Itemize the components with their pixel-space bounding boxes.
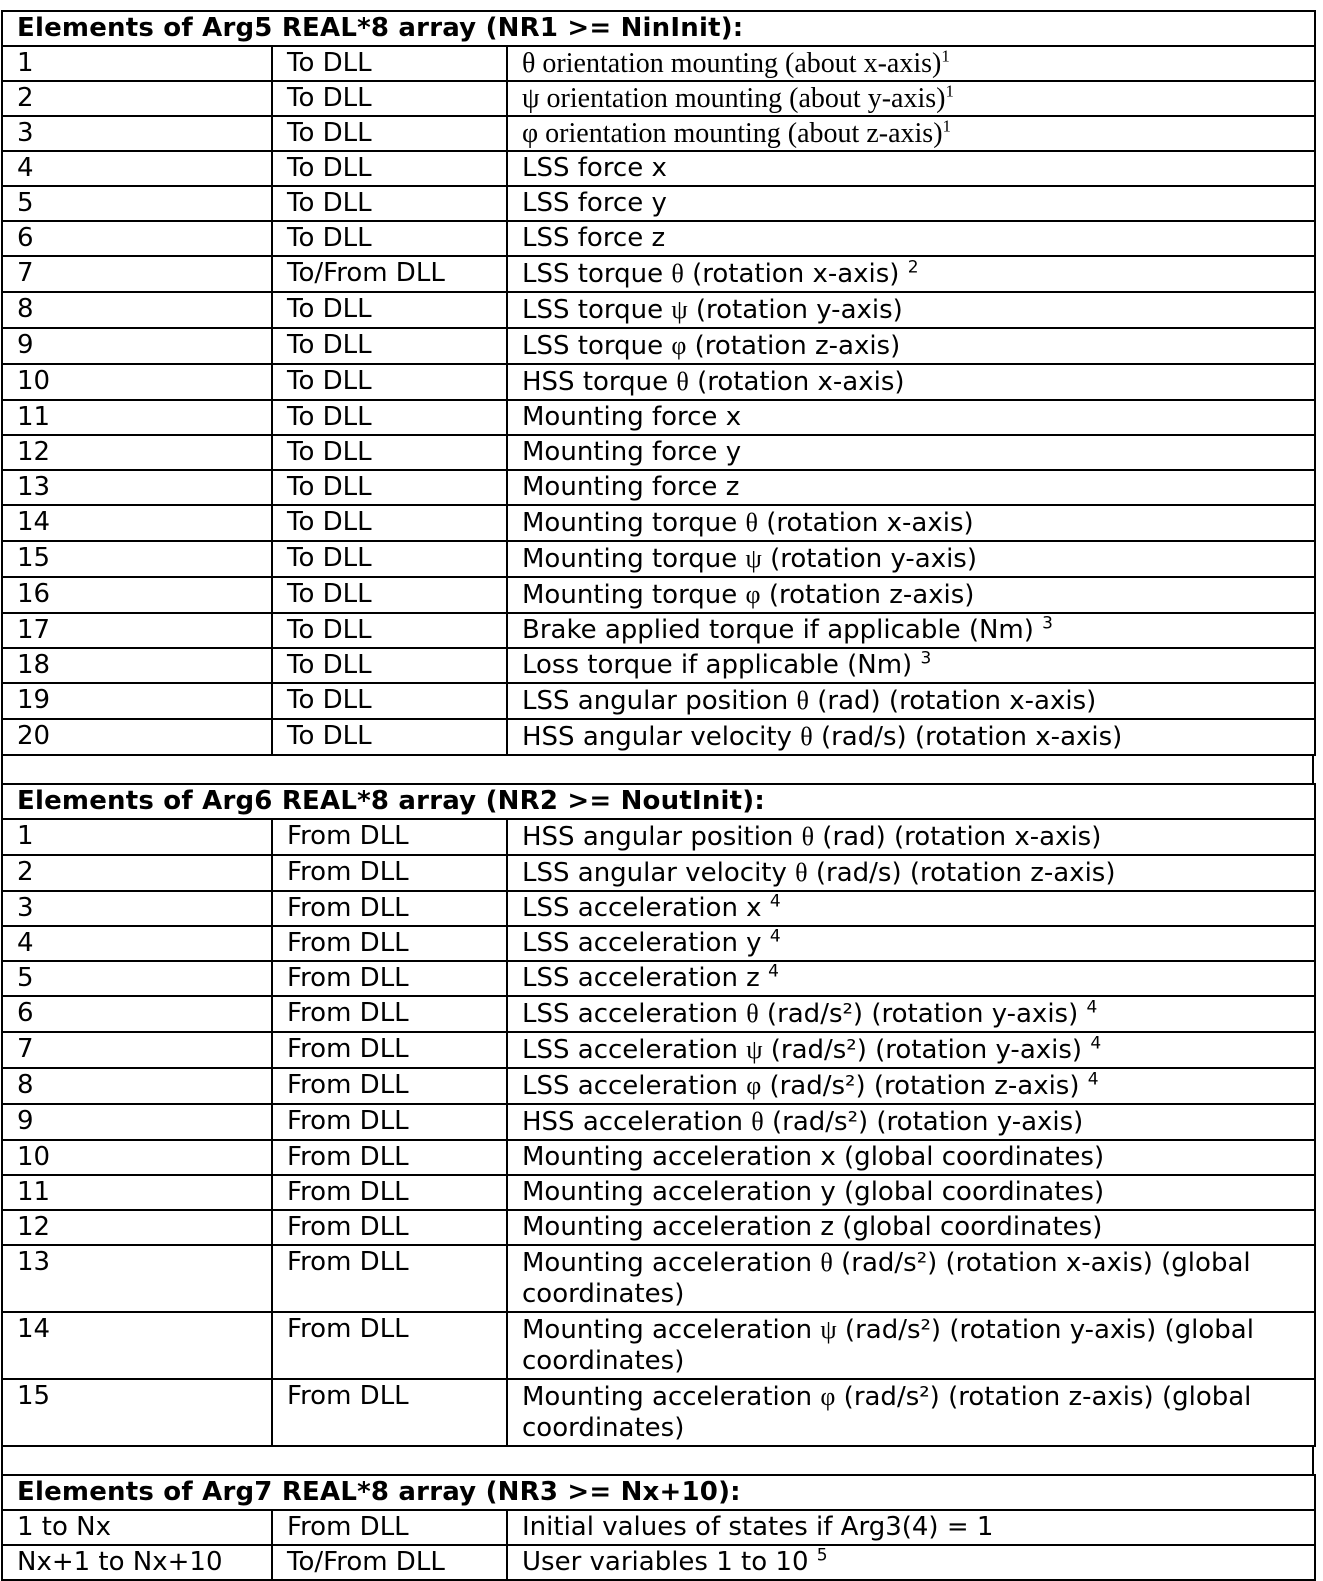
row-direction: From DLL bbox=[272, 1510, 507, 1545]
row-description: LSS torque φ (rotation z-axis) bbox=[507, 328, 1315, 364]
row-description: Mounting acceleration φ (rad/s²) (rotation z-axis) (global coordinates) bbox=[507, 1379, 1315, 1446]
row-description: LSS angular position θ (rad) (rotation x-axis) bbox=[507, 683, 1315, 719]
table-row bbox=[2, 1210, 1315, 1245]
row-description: Mounting acceleration z (global coordinates) bbox=[507, 1210, 1315, 1245]
greek-symbol: ψ bbox=[671, 295, 688, 324]
row-direction: To DLL bbox=[272, 400, 507, 435]
row-description: LSS acceleration x $^4$ bbox=[507, 891, 1315, 926]
footnote-ref: 4 bbox=[1087, 1069, 1099, 1090]
row-index: 14 bbox=[2, 1312, 272, 1379]
row-direction: To DLL bbox=[272, 364, 507, 400]
row-direction: To DLL bbox=[272, 292, 507, 328]
table-row bbox=[2, 292, 1315, 328]
table-row bbox=[2, 891, 1315, 926]
row-index: 1 to Nx bbox=[2, 1510, 272, 1545]
row-direction: To DLL bbox=[272, 648, 507, 683]
table-row bbox=[2, 435, 1315, 470]
row-description: LSS force z bbox=[507, 221, 1315, 256]
footnote-ref: 4 bbox=[769, 891, 781, 912]
row-direction: To DLL bbox=[272, 613, 507, 648]
table-row bbox=[2, 1032, 1315, 1068]
greek-symbol: ψ bbox=[746, 1035, 763, 1064]
row-direction: From DLL bbox=[272, 1175, 507, 1210]
table-row bbox=[2, 613, 1315, 648]
table-row bbox=[2, 186, 1315, 221]
row-index: 15 bbox=[2, 1379, 272, 1446]
greek-symbol: ψ bbox=[745, 544, 762, 573]
row-description: LSS acceleration z $^4$ bbox=[507, 961, 1315, 996]
table-row bbox=[2, 505, 1315, 541]
table-title: Elements of Arg7 REAL*8 array (NR3 >= Nx+10): bbox=[2, 1475, 1315, 1510]
table-row bbox=[2, 1175, 1315, 1210]
row-index: 19 bbox=[2, 683, 272, 719]
footnote-ref: 5 bbox=[816, 1545, 828, 1566]
document bbox=[1, 10, 1314, 1581]
table-row bbox=[2, 1379, 1315, 1446]
footnote-ref: 4 bbox=[1086, 997, 1098, 1018]
table-row bbox=[2, 541, 1315, 577]
row-index: 16 bbox=[2, 577, 272, 613]
row-direction: From DLL bbox=[272, 926, 507, 961]
row-direction: To DLL bbox=[272, 328, 507, 364]
table-row bbox=[2, 400, 1315, 435]
row-direction: From DLL bbox=[272, 855, 507, 891]
greek-symbol: φ bbox=[745, 580, 761, 609]
greek-symbol: ψ bbox=[522, 83, 540, 114]
row-direction: From DLL bbox=[272, 1210, 507, 1245]
row-direction: From DLL bbox=[272, 1104, 507, 1140]
row-direction: To DLL bbox=[272, 46, 507, 81]
table-row bbox=[2, 1140, 1315, 1175]
table-row bbox=[2, 926, 1315, 961]
arg6-table bbox=[1, 783, 1316, 1447]
table-row bbox=[2, 648, 1315, 683]
table-row bbox=[2, 1510, 1315, 1545]
table-row bbox=[2, 1545, 1315, 1580]
row-direction: To DLL bbox=[272, 683, 507, 719]
row-description: Loss torque if applicable (Nm) $^3$ bbox=[507, 648, 1315, 683]
row-description: Mounting force x bbox=[507, 400, 1315, 435]
row-direction: To DLL bbox=[272, 577, 507, 613]
footnote-ref: 2 bbox=[907, 257, 919, 278]
row-description: Mounting torque θ (rotation x-axis) bbox=[507, 505, 1315, 541]
table-row bbox=[2, 364, 1315, 400]
arg7-table bbox=[1, 1474, 1316, 1581]
arg7-title-row bbox=[2, 1475, 1315, 1510]
row-index: 17 bbox=[2, 613, 272, 648]
row-description: LSS torque θ (rotation x-axis) $^2$ bbox=[507, 256, 1315, 292]
row-index: 4 bbox=[2, 926, 272, 961]
footnote-ref: 4 bbox=[769, 926, 781, 947]
table-title: Elements of Arg6 REAL*8 array (NR2 >= NoutInit): bbox=[2, 784, 1315, 819]
table-row bbox=[2, 996, 1315, 1032]
row-description: Mounting force y bbox=[507, 435, 1315, 470]
row-description: LSS acceleration y $^4$ bbox=[507, 926, 1315, 961]
table-row bbox=[2, 151, 1315, 186]
row-description: Mounting acceleration x (global coordinates) bbox=[507, 1140, 1315, 1175]
row-index: 3 bbox=[2, 116, 272, 151]
row-index: 8 bbox=[2, 292, 272, 328]
table-row bbox=[2, 116, 1315, 151]
row-description: φ orientation mounting (about z-axis)$^1$ bbox=[507, 116, 1315, 151]
greek-symbol: θ bbox=[751, 1107, 764, 1136]
row-index: 20 bbox=[2, 719, 272, 755]
table-row bbox=[2, 46, 1315, 81]
row-direction: To DLL bbox=[272, 719, 507, 755]
row-direction: To DLL bbox=[272, 186, 507, 221]
row-index: 12 bbox=[2, 1210, 272, 1245]
row-index: 5 bbox=[2, 186, 272, 221]
row-description: Mounting acceleration θ (rad/s²) (rotation x-axis) (global coordinates) bbox=[507, 1245, 1315, 1312]
greek-symbol: φ bbox=[746, 1071, 762, 1100]
arg5-title-row bbox=[2, 11, 1315, 46]
row-index: 2 bbox=[2, 81, 272, 116]
row-description: Mounting force z bbox=[507, 470, 1315, 505]
row-index: 12 bbox=[2, 435, 272, 470]
row-index: 13 bbox=[2, 470, 272, 505]
greek-symbol: θ bbox=[676, 367, 689, 396]
row-index: 6 bbox=[2, 996, 272, 1032]
row-direction: To DLL bbox=[272, 81, 507, 116]
table-row bbox=[2, 1312, 1315, 1379]
row-direction: From DLL bbox=[272, 891, 507, 926]
greek-symbol: θ bbox=[795, 858, 808, 887]
greek-symbol: θ bbox=[820, 1248, 833, 1277]
table-title: Elements of Arg5 REAL*8 array (NR1 >= NinInit): bbox=[2, 11, 1315, 46]
table-row bbox=[2, 855, 1315, 891]
row-direction: From DLL bbox=[272, 1379, 507, 1446]
row-description: Mounting torque ψ (rotation y-axis) bbox=[507, 541, 1315, 577]
row-index: Nx+1 to Nx+10 bbox=[2, 1545, 272, 1580]
table-row bbox=[2, 221, 1315, 256]
row-direction: From DLL bbox=[272, 1245, 507, 1312]
row-direction: From DLL bbox=[272, 1312, 507, 1379]
table-gap bbox=[1, 1447, 1314, 1474]
greek-symbol: θ bbox=[800, 722, 813, 751]
row-index: 9 bbox=[2, 328, 272, 364]
row-index: 3 bbox=[2, 891, 272, 926]
row-direction: From DLL bbox=[272, 961, 507, 996]
greek-symbol: φ bbox=[671, 331, 687, 360]
table-row bbox=[2, 961, 1315, 996]
row-direction: To DLL bbox=[272, 116, 507, 151]
greek-symbol: φ bbox=[820, 1382, 836, 1411]
row-index: 11 bbox=[2, 1175, 272, 1210]
row-index: 9 bbox=[2, 1104, 272, 1140]
row-direction: From DLL bbox=[272, 1068, 507, 1104]
footnote-ref: 1 bbox=[941, 46, 950, 66]
row-index: 10 bbox=[2, 1140, 272, 1175]
row-direction: To DLL bbox=[272, 470, 507, 505]
row-direction: To DLL bbox=[272, 221, 507, 256]
row-index: 2 bbox=[2, 855, 272, 891]
row-direction: To DLL bbox=[272, 541, 507, 577]
row-index: 6 bbox=[2, 221, 272, 256]
footnote-ref: 1 bbox=[945, 81, 954, 101]
arg5-table bbox=[1, 10, 1316, 756]
row-index: 7 bbox=[2, 1032, 272, 1068]
greek-symbol: θ bbox=[671, 259, 684, 288]
row-index: 4 bbox=[2, 151, 272, 186]
row-direction: From DLL bbox=[272, 1032, 507, 1068]
row-description: HSS angular velocity θ (rad/s) (rotation x-axis) bbox=[507, 719, 1315, 755]
table-row bbox=[2, 577, 1315, 613]
table-row bbox=[2, 81, 1315, 116]
table-row bbox=[2, 1068, 1315, 1104]
row-description: LSS force y bbox=[507, 186, 1315, 221]
table-row bbox=[2, 470, 1315, 505]
row-description: LSS acceleration ψ (rad/s²) (rotation y-axis) $^4$ bbox=[507, 1032, 1315, 1068]
row-direction: To DLL bbox=[272, 151, 507, 186]
row-direction: From DLL bbox=[272, 996, 507, 1032]
row-index: 15 bbox=[2, 541, 272, 577]
footnote-ref: 4 bbox=[768, 961, 779, 982]
table-row bbox=[2, 683, 1315, 719]
footnote-ref: 4 bbox=[1090, 1033, 1102, 1054]
footnote-ref: 1 bbox=[942, 116, 952, 136]
table-row bbox=[2, 1245, 1315, 1312]
arg6-title-row bbox=[2, 784, 1315, 819]
greek-symbol: θ bbox=[746, 999, 759, 1028]
row-description: LSS angular velocity θ (rad/s) (rotation z-axis) bbox=[507, 855, 1315, 891]
row-description: HSS angular position θ (rad) (rotation x-axis) bbox=[507, 819, 1315, 855]
greek-symbol: θ bbox=[522, 48, 536, 79]
greek-symbol: θ bbox=[796, 686, 809, 715]
row-index: 13 bbox=[2, 1245, 272, 1312]
row-direction: To/From DLL bbox=[272, 256, 507, 292]
row-index: 11 bbox=[2, 400, 272, 435]
greek-symbol: θ bbox=[801, 822, 815, 851]
row-description: HSS acceleration θ (rad/s²) (rotation y-axis) bbox=[507, 1104, 1315, 1140]
row-description: LSS force x bbox=[507, 151, 1315, 186]
row-description: LSS acceleration θ (rad/s²) (rotation y-axis) $^4$ bbox=[507, 996, 1315, 1032]
table-row bbox=[2, 256, 1315, 292]
row-index: 10 bbox=[2, 364, 272, 400]
footnote-ref: 3 bbox=[920, 648, 932, 669]
row-description: ψ orientation mounting (about y-axis)$^1$ bbox=[507, 81, 1315, 116]
row-description: Mounting acceleration ψ (rad/s²) (rotation y-axis) (global coordinates) bbox=[507, 1312, 1315, 1379]
row-direction: To DLL bbox=[272, 435, 507, 470]
row-direction: To/From DLL bbox=[272, 1545, 507, 1580]
row-description: Initial values of states if Arg3(4) = 1 bbox=[507, 1510, 1315, 1545]
row-description: LSS acceleration φ (rad/s²) (rotation z-axis) $^4$ bbox=[507, 1068, 1315, 1104]
row-index: 18 bbox=[2, 648, 272, 683]
table-row bbox=[2, 1104, 1315, 1140]
greek-symbol: φ bbox=[522, 118, 539, 149]
row-index: 1 bbox=[2, 819, 272, 855]
row-description: Brake applied torque if applicable (Nm) $^3$ bbox=[507, 613, 1315, 648]
row-direction: From DLL bbox=[272, 1140, 507, 1175]
row-direction: From DLL bbox=[272, 819, 507, 855]
table-gap bbox=[1, 756, 1314, 783]
greek-symbol: θ bbox=[745, 508, 759, 537]
table-row bbox=[2, 328, 1315, 364]
row-description: HSS torque θ (rotation x-axis) bbox=[507, 364, 1315, 400]
footnote-ref: 3 bbox=[1042, 613, 1053, 634]
row-description: User variables 1 to 10 $^5$ bbox=[507, 1545, 1315, 1580]
row-description: Mounting acceleration y (global coordinates) bbox=[507, 1175, 1315, 1210]
row-index: 7 bbox=[2, 256, 272, 292]
row-index: 14 bbox=[2, 505, 272, 541]
row-description: LSS torque ψ (rotation y-axis) bbox=[507, 292, 1315, 328]
row-description: Mounting torque φ (rotation z-axis) bbox=[507, 577, 1315, 613]
row-direction: To DLL bbox=[272, 505, 507, 541]
row-description: θ orientation mounting (about x-axis)$^1$ bbox=[507, 46, 1315, 81]
row-index: 1 bbox=[2, 46, 272, 81]
table-row bbox=[2, 719, 1315, 755]
row-index: 8 bbox=[2, 1068, 272, 1104]
row-index: 5 bbox=[2, 961, 272, 996]
greek-symbol: ψ bbox=[820, 1315, 837, 1344]
table-row bbox=[2, 819, 1315, 855]
